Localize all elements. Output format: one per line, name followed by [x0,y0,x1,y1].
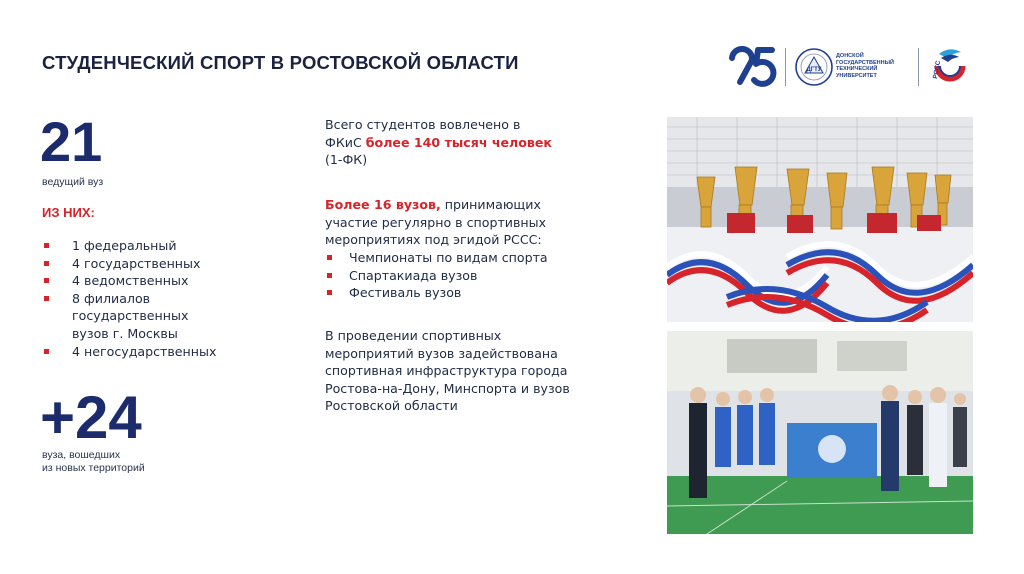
list-item: 4 государственных [42,255,272,273]
infrastructure-paragraph: В проведении спортивных мероприятий вузов задействована спортивная инфраструктура города Ростова-на-Дону, Минспорта и вузов Ростовской области [325,328,570,414]
logos-bar [728,44,978,90]
count-plus-24-caption: вуза, вошедших из новых территорий [42,449,145,474]
universities-list [42,237,272,360]
bullet-square-icon [44,349,49,354]
dgtu-seal-icon [794,47,834,87]
bullet-square-icon [327,290,332,295]
university-name: ДОНСКОЙ ГОСУДАРСТВЕННЫЙ ТЕХНИЧЕСКИЙ УНИВЕРСИТЕТ [836,53,894,79]
trophies-medals-photo-icon [667,117,973,322]
list-item: 4 негосударственных [42,343,272,361]
bullet-square-icon [44,296,49,301]
list-item: 1 федеральный [42,237,272,255]
bullet-square-icon [44,243,49,248]
rsss-logo-icon [927,44,973,90]
dgtu-seal-text: ДГТУ [806,67,822,73]
bullet-square-icon [327,273,332,278]
team-group-photo-icon [667,331,973,534]
bullet-square-icon [44,261,49,266]
universities-participation-paragraph: Более 16 вузов, принимающих участие регулярно в спортивных мероприятиях под эгидой РССС: [325,197,547,248]
list-item: Чемпионаты по видам спорта [325,249,605,267]
team-group-photo [667,331,973,534]
page-title: СТУДЕНЧЕСКИЙ СПОРТ В РОСТОВСКОЙ ОБЛАСТИ [42,52,519,73]
count-21: 21 [40,110,103,173]
count-plus-24: +24 [40,384,142,451]
list-item: 8 филиалов государственных вузов г. Москвы [42,290,222,343]
list-item: Спартакиада вузов [325,267,605,285]
count-21-caption: ведущий вуз [42,176,104,188]
of-them-heading: ИЗ НИХ: [42,205,95,220]
trophies-medals-photo [667,117,973,322]
bullet-square-icon [327,255,332,260]
logo-divider [785,48,786,86]
bullet-square-icon [44,278,49,283]
students-involved-paragraph: Всего студентов вовлечено в ФКиС более 140 тысяч человек (1-ФК) [325,117,552,168]
rsss-logo-text: РССС [932,60,943,80]
list-item: 4 ведомственных [42,272,272,290]
logo-divider [918,48,919,86]
anniversary-95-logo-icon [728,44,778,90]
list-item: Фестиваль вузов [325,284,605,302]
competitions-list [325,249,605,302]
